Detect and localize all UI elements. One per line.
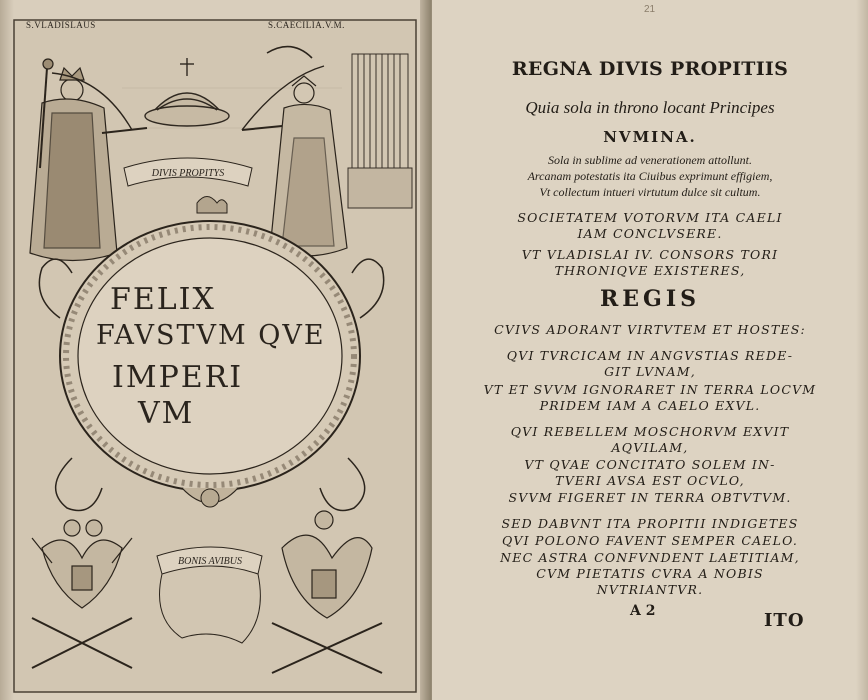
frontispiece-engraving xyxy=(12,18,418,694)
right-page xyxy=(432,0,868,700)
block2-line-4: PRIDEM IAM A CAELO EXVL. xyxy=(539,398,761,413)
block1-line-2: IAM CONCLVSERE. xyxy=(577,226,723,241)
block4-line-2: QVI POLONO FAVENT SEMPER CAELO. xyxy=(501,533,799,548)
intro-line-3: Vt collectum intueri virtutum dulce sit cultum. xyxy=(539,185,761,199)
motto-line-4: VM xyxy=(138,396,195,431)
left-page xyxy=(0,0,430,700)
block3-line-5: SVVM FIGERET IN TERRA OBTVTVM. xyxy=(508,490,792,505)
block4-line-4: CVM PIETATIS CVRA A NOBIS xyxy=(536,566,764,581)
page-title: REGNA DIVIS PROPITIIS xyxy=(511,58,789,80)
block2-line-1: QVI TVRCICAM IN ANGVSTIAS REDE- xyxy=(506,348,794,363)
page-subtitle: Quia sola in throno locant Principes xyxy=(525,98,775,117)
block4-line-1: SED DABVNT ITA PROPITII INDIGETES xyxy=(501,516,799,531)
numina-heading: NVMINA. xyxy=(603,128,697,146)
block4-line-5: NVTRIANTVR. xyxy=(596,582,704,597)
block3-line-2: AQVILAM, xyxy=(611,440,689,455)
block3-line-1: QVI REBELLEM MOSCHORVM EXVIT xyxy=(510,424,790,439)
block1-line-4: THRONIQVE EXISTERES, xyxy=(554,263,746,278)
block3-line-4: TVERI AVSA EST OCVLO, xyxy=(555,473,745,488)
label-caecilia: S.CAECILIA.V.M. xyxy=(268,20,345,30)
block1-line-3: VT VLADISLAI IV. CONSORS TORI xyxy=(521,247,779,262)
motto-line-3: IMPERI xyxy=(112,360,244,395)
motto-line-1: FELIX xyxy=(110,282,216,317)
motto-line-2: FAVSTVM QVE xyxy=(96,320,326,351)
label-vladislaus: S.VLADISLAUS xyxy=(26,20,96,30)
catchword: ITO xyxy=(764,610,805,631)
intro-line-2: Arcanam potestatis ita Ciuibus exprimunt effigiem, xyxy=(527,169,773,183)
page-signature: A 2 xyxy=(630,603,656,619)
block2-line-3: VT ET SVVM IGNORARET IN TERRA LOCVM xyxy=(483,382,817,397)
top-ribbon-text: DIVIS PROPITYS xyxy=(151,168,225,179)
regis-line: CVIVS ADORANT VIRTVTEM ET HOSTES: xyxy=(494,322,806,337)
block1-line-1: SOCIETATEM VOTORVM ITA CAELI xyxy=(517,210,783,225)
regis-heading: REGIS xyxy=(599,286,701,312)
bottom-ribbon-text: BONIS AVIBUS xyxy=(177,556,243,567)
block4-line-3: NEC ASTRA CONFVNDENT LAETITIAM, xyxy=(500,550,800,565)
block2-line-2: GIT LVNAM, xyxy=(604,364,696,379)
intro-line-1: Sola in sublime ad venerationem attollunt. xyxy=(548,153,752,167)
folio-mark: 21 xyxy=(644,4,656,15)
block3-line-3: VT QVAE CONCITATO SOLEM IN- xyxy=(524,457,776,472)
